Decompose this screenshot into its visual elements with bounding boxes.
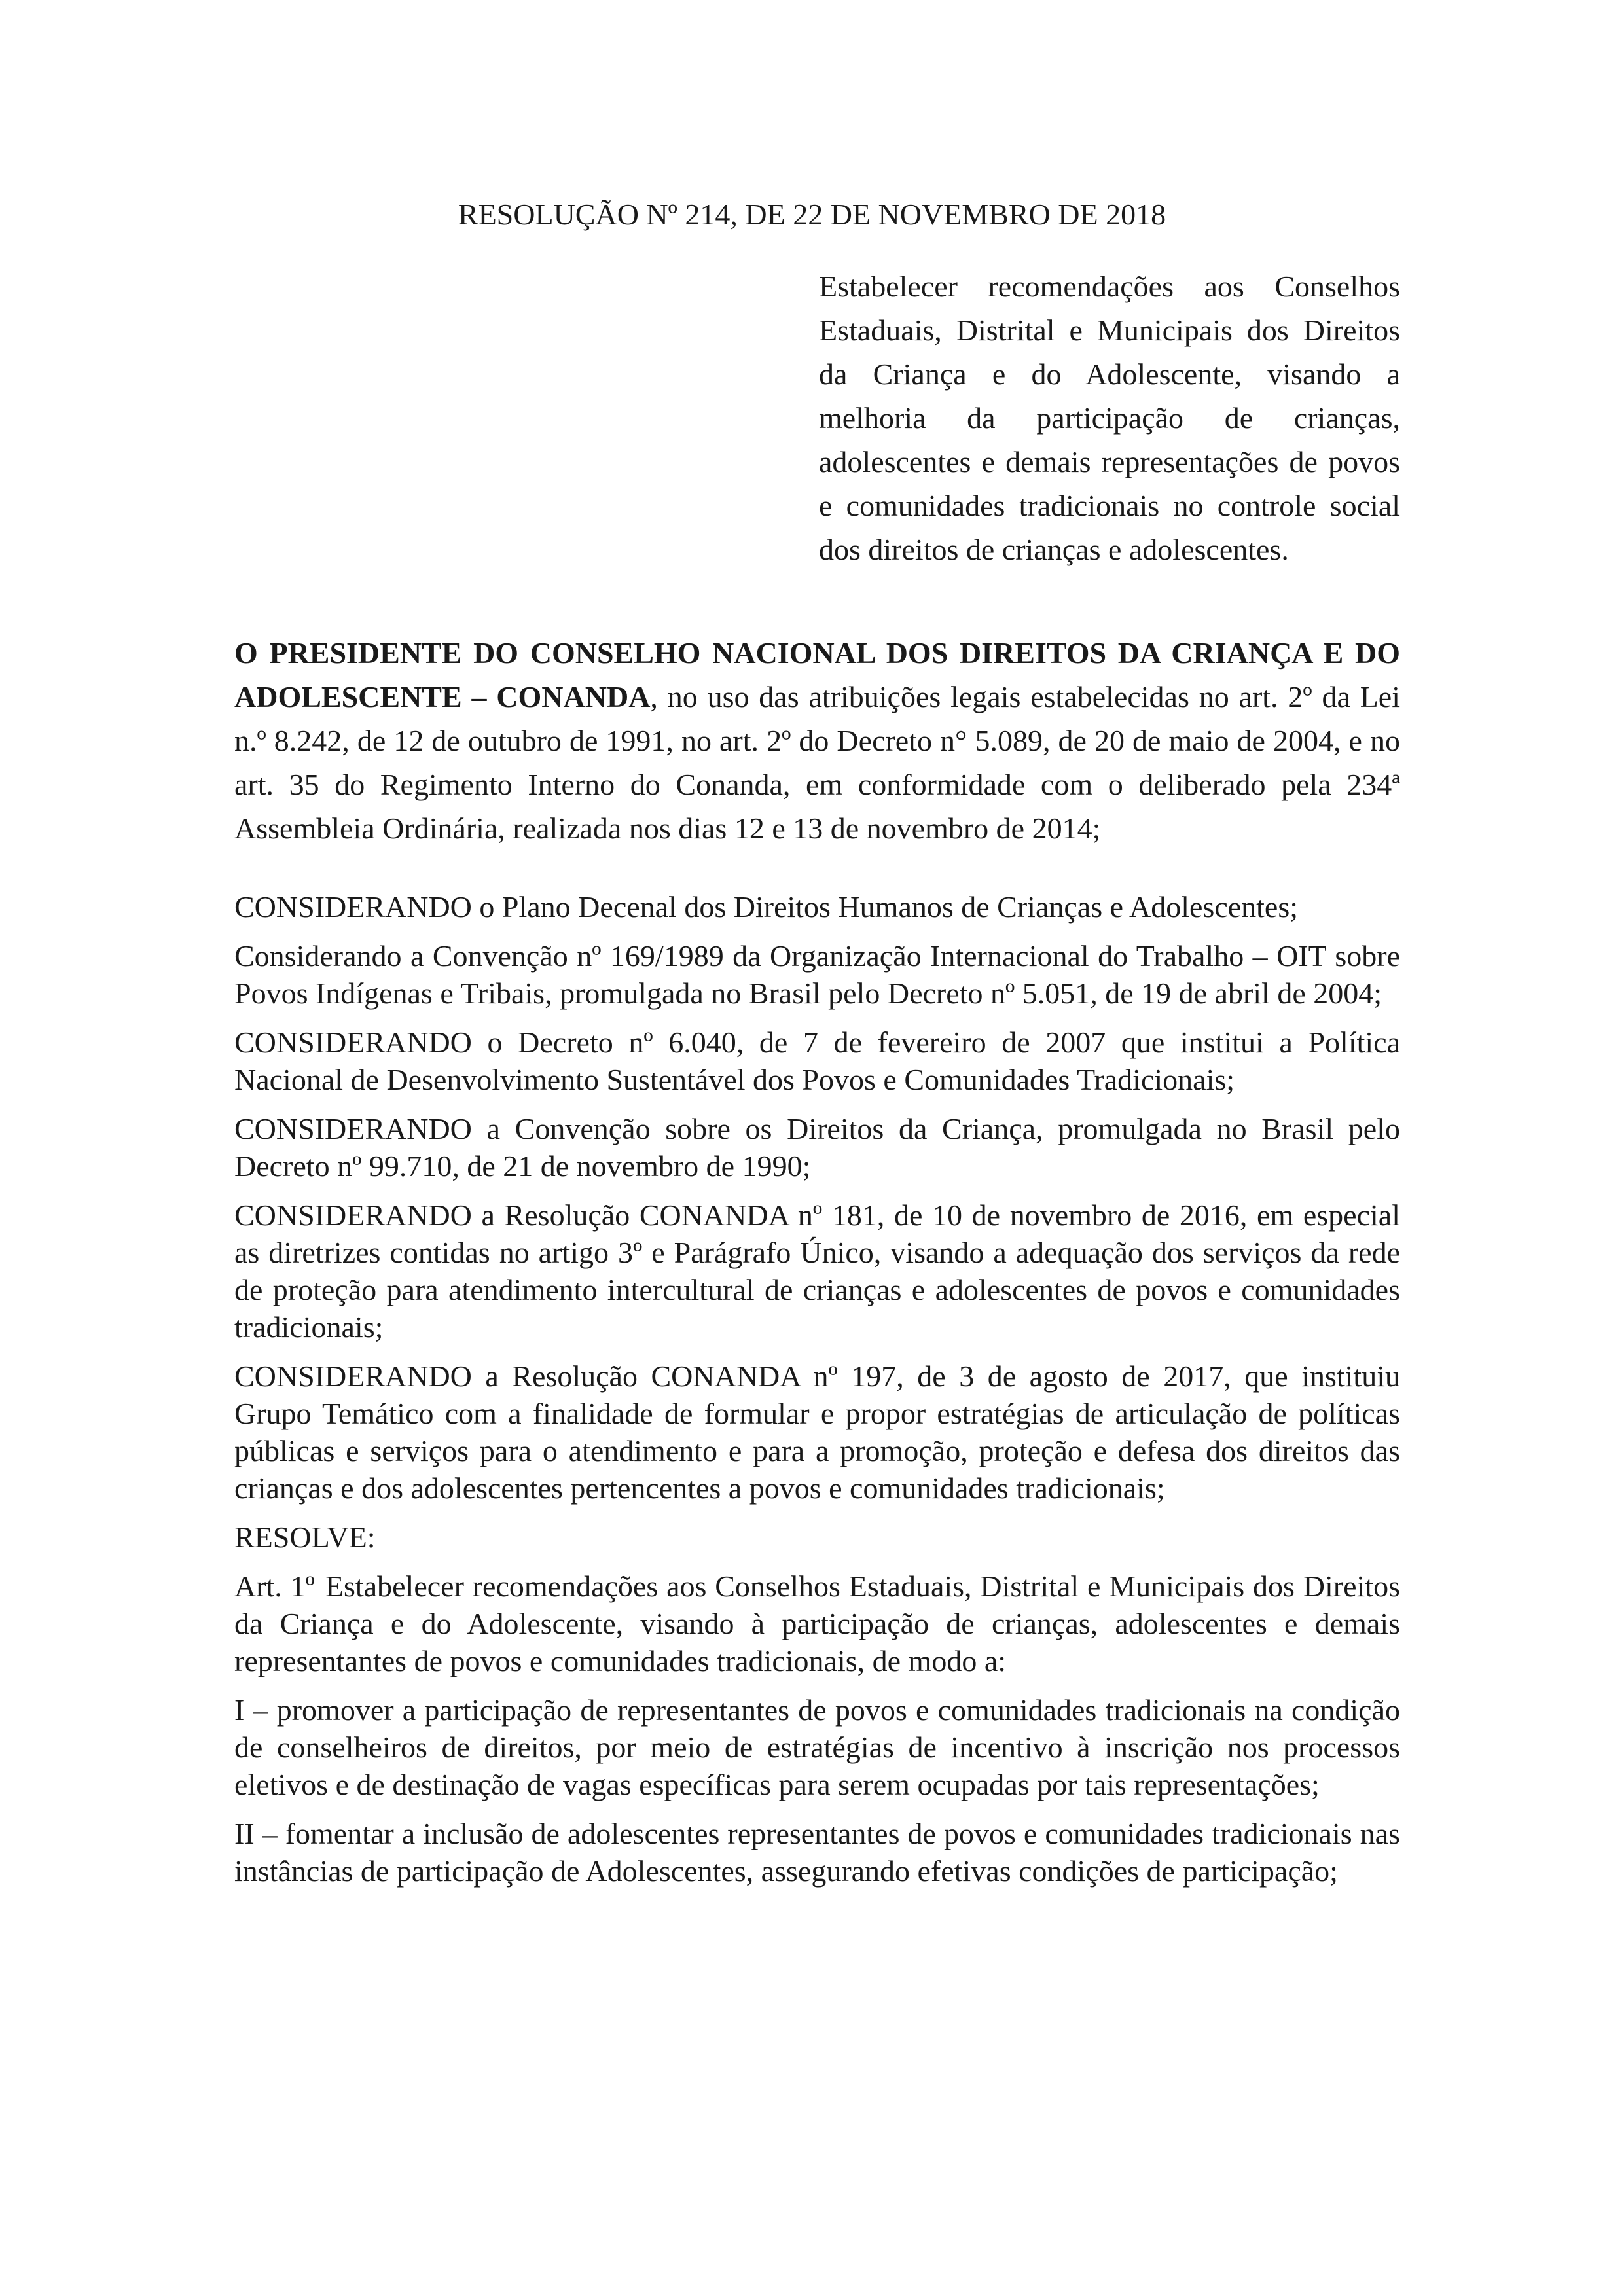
considerando-paragraph: CONSIDERANDO o Decreto nº 6.040, de 7 de fevereiro de 2007 que institui a Política Nacional de Desenvolvimento Sustentável dos Povos e Comunidades Tradicionais; <box>234 1026 1400 1096</box>
article-1-paragraph <box>234 1568 1400 1679</box>
preamble-paragraph <box>234 631 1400 850</box>
article-1-label: Art. 1º <box>234 1570 315 1603</box>
considerando-paragraph: CONSIDERANDO a Resolução CONANDA nº 181, de 10 de novembro de 2016, em especial as diretrizes contidas no artigo 3º e Parágrafo Único, visando a adequação dos serviços da rede de proteção para atendimento intercultural de crianças e adolescentes de povos e comunidades tradicionais; <box>234 1198 1400 1344</box>
inciso-paragraph: I – promover a participação de representantes de povos e comunidades tradicionais na condição de conselheiros de direitos, por meio de estratégias de incentivo à inscrição nos processos eletivos e de destinação de vagas específicas para serem ocupadas por tais representações; <box>234 1693 1400 1801</box>
resolve-heading: RESOLVE: <box>234 1520 376 1554</box>
considerando-paragraph: CONSIDERANDO a Convenção sobre os Direitos da Criança, promulgada no Brasil pelo Decreto nº 99.710, de 21 de novembro de 1990; <box>234 1112 1400 1183</box>
ementa-paragraph: Estabelecer recomendações aos Conselhos Estaduais, Distrital e Municipais dos Direitos da Criança e do Adolescente, visando a melhoria da participação de crianças, adolescentes e demais representações de povos e comunidades tradicionais no controle social dos direitos de crianças e adolescentes. <box>819 270 1400 566</box>
preamble-authority: O PRESIDENTE DO CONSELHO NACIONAL DOS DIREITOS DA CRIANÇA E DO ADOLESCENTE – CONANDA <box>234 636 1400 713</box>
preamble-text: , no uso das atribuições legais estabelecidas no art. 2º da Lei n.º 8.242, de 12 de outubro de 1991, no art. 2º do Decreto n° 5.089, de 20 de maio de 2004, e no art. 35 do Regimento Interno do Conanda, em conformidade com o deliberado pela 234ª Assembleia Ordinária, realizada nos dias 12 e 13 de novembro de 2014; <box>234 680 1401 845</box>
document-body <box>234 631 1400 1901</box>
inciso-paragraph: II – fomentar a inclusão de adolescentes representantes de povos e comunidades tradicionais nas instâncias de participação de Adolescentes, assegurando efetivas condições de participação; <box>234 1817 1400 1888</box>
article-1-text: Estabelecer recomendações aos Conselhos Estaduais, Distrital e Municipais dos Direitos da Criança e do Adolescente, visando à participação de crianças, adolescentes e demais representantes de povos e comunidades tradicionais, de modo a: <box>234 1570 1400 1677</box>
considerando-paragraph: CONSIDERANDO a Resolução CONANDA nº 197, de 3 de agosto de 2017, que instituiu Grupo Temático com a finalidade de formular e propor estratégias de articulação de políticas públicas e serviços para o atendimento e para a promoção, proteção e defesa dos direitos das crianças e dos adolescentes pertencentes a povos e comunidades tradicionais; <box>234 1359 1400 1505</box>
document-title: RESOLUÇÃO Nº 214, DE 22 DE NOVEMBRO DE 2018 <box>458 198 1166 231</box>
considerando-paragraph: Considerando a Convenção nº 169/1989 da Organização Internacional do Trabalho – OIT sobre Povos Indígenas e Tribais, promulgada no Brasil pelo Decreto nº 5.051, de 19 de abril de 2004; <box>234 939 1400 1010</box>
considerando-paragraph: CONSIDERANDO o Plano Decenal dos Direitos Humanos de Crianças e Adolescentes; <box>234 890 1299 924</box>
